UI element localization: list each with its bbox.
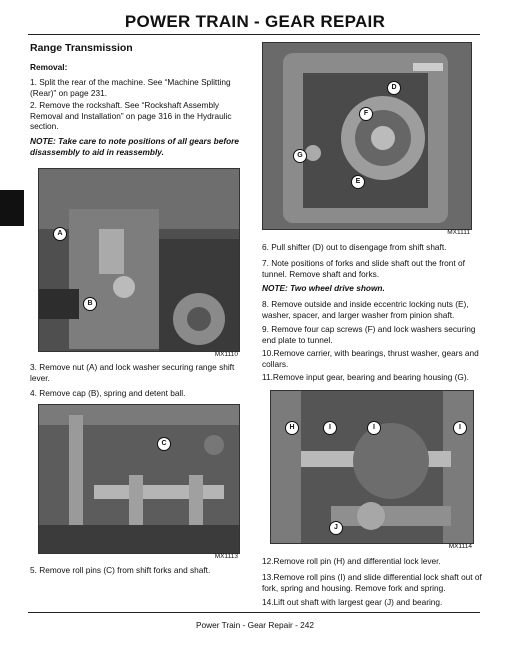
- step-5: 5. Remove roll pins (C) from shift forks and shaft.: [30, 565, 211, 575]
- callout-j: J: [329, 521, 343, 535]
- callout-a: A: [53, 227, 67, 241]
- step-6: 6. Pull shifter (D) out to disengage from shift shaft.: [262, 242, 447, 252]
- step-11: 11.Remove input gear, bearing and bearing housing (G).: [262, 372, 469, 382]
- step-7: 7. Note positions of forks and slide shaft out the front of tunnel. Remove shaft and forks.: [262, 258, 465, 279]
- callout-f: F: [359, 107, 373, 121]
- callout-e: E: [351, 175, 365, 189]
- photo-caption-mx1111: MX1111: [447, 229, 470, 236]
- note-disassembly: NOTE: Take care to note positions of all gears before disassembly to aid in reassembly.: [30, 136, 240, 157]
- step-3: 3. Remove nut (A) and lock washer securing range shift lever.: [30, 362, 235, 383]
- step-14: 14.Lift out shaft with largest gear (J) and bearing.: [262, 597, 443, 607]
- step-8: 8. Remove outside and inside eccentric locking nuts (E), washer, spacer, and larger washer from pinion shaft.: [262, 299, 469, 320]
- step-2: 2. Remove the rockshaft. See “Rockshaft Assembly Removal and Installation” on page 316 in the Hydraulic section.: [30, 100, 232, 131]
- photo-caption-mx1113: MX1113: [214, 553, 238, 560]
- callout-b: B: [83, 297, 97, 311]
- callout-h: H: [285, 421, 299, 435]
- page-footer: Power Train - Gear Repair - 242: [195, 620, 315, 630]
- step-10: 10.Remove carrier, with bearings, thrust washer, gears and collars.: [262, 348, 479, 369]
- photo-tunnel-end-plate: [262, 42, 472, 230]
- callout-c: C: [157, 437, 171, 451]
- section-heading: Range Transmission: [30, 42, 133, 54]
- step-4: 4. Remove cap (B), spring and detent ball.: [30, 388, 186, 398]
- photo-differential-lock: [270, 390, 474, 544]
- removal-label: Removal:: [30, 62, 68, 72]
- step-13: 13.Remove roll pins (I) and slide differential lock shaft out of fork, spring and housing. Remove fork and spring.: [262, 572, 482, 593]
- photo-range-shift-lever: [38, 168, 240, 352]
- step-1: 1. Split the rear of the machine. See “Machine Splitting (Rear)” on page 231.: [30, 77, 231, 98]
- photo-shift-forks: [38, 404, 240, 554]
- callout-i-1: I: [323, 421, 337, 435]
- page-title: POWER TRAIN - GEAR REPAIR: [124, 12, 386, 31]
- footer-rule: [28, 612, 480, 613]
- callout-d: D: [387, 81, 401, 95]
- photo-caption-mx1114: MX1114: [448, 543, 472, 550]
- step-9: 9. Remove four cap screws (F) and lock washers securing end plate to tunnel.: [262, 324, 476, 345]
- photo-caption-mx1110: MX1110: [214, 351, 238, 358]
- header-rule: [28, 34, 480, 35]
- step-12: 12.Remove roll pin (H) and differential lock lever.: [262, 556, 441, 566]
- callout-i-3: I: [453, 421, 467, 435]
- section-tab: [0, 190, 24, 226]
- callout-i-2: I: [367, 421, 381, 435]
- callout-g: G: [293, 149, 307, 163]
- note-two-wheel-drive: NOTE: Two wheel drive shown.: [262, 283, 385, 293]
